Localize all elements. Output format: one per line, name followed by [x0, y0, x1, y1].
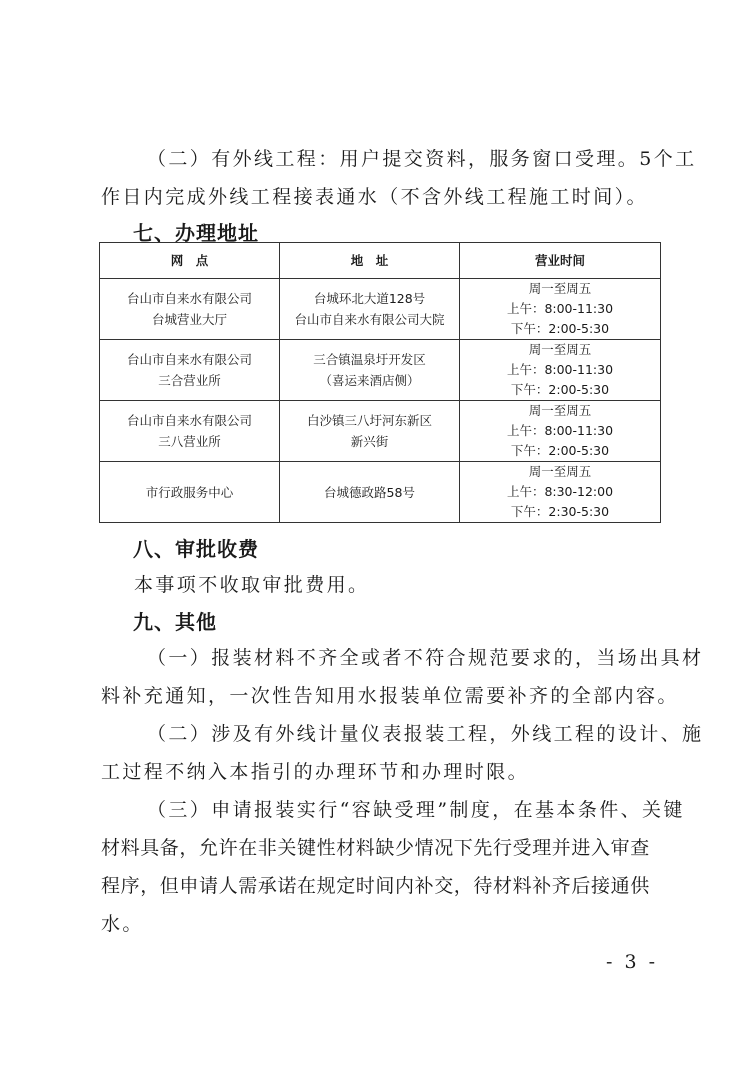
- table-row: [100, 279, 661, 340]
- address-cell: 白沙镇三八圩河东新区 新兴街: [280, 401, 460, 462]
- section9-line: （三）申请报装实行“容缺受理”制度，在基本条件、关键: [147, 799, 685, 821]
- address-cell: 台城环北大道128号 台山市自来水有限公司大院: [280, 279, 460, 340]
- hours-cell: 周一至周五 上午：8:00-11:30 下午：2:00-5:30: [460, 401, 661, 462]
- section9-heading: 九、其他: [133, 610, 217, 634]
- header-site: 网 点: [100, 243, 280, 279]
- section9-line: 料补充通知，一次性告知用水报装单位需要补齐的全部内容。: [101, 685, 679, 707]
- section6-item2-line2: 作日内完成外线工程接表通水（不含外线工程施工时间）。: [101, 186, 648, 208]
- table-row: [100, 401, 661, 462]
- address-table: [99, 242, 661, 523]
- table-header-row: [100, 243, 661, 279]
- site-cell: 台山市自来水有限公司 三合营业所: [100, 340, 280, 401]
- address-cell: 三合镇温泉圩开发区 （喜运来酒店侧）: [280, 340, 460, 401]
- header-hours: 营业时间: [460, 243, 661, 279]
- section9-line: 材料具备，允许在非关键性材料缺少情况下先行受理并进入审查: [101, 837, 650, 859]
- site-cell: 台山市自来水有限公司 三八营业所: [100, 401, 280, 462]
- section6-item2-line1: （二）有外线工程：用户提交资料，服务窗口受理。5个工: [147, 148, 697, 170]
- hours-cell: 周一至周五 上午：8:00-11:30 下午：2:00-5:30: [460, 279, 661, 340]
- section9-line: 程序，但申请人需承诺在规定时间内补交，待材料补齐后接通供: [101, 875, 650, 897]
- page-number: - 3 -: [606, 951, 659, 973]
- section9-line: （二）涉及有外线计量仪表报装工程，外线工程的设计、施: [147, 723, 704, 745]
- section9-line: （一）报装材料不齐全或者不符合规范要求的，当场出具材: [147, 647, 704, 669]
- table-row: [100, 462, 661, 523]
- hours-cell: 周一至周五 上午：8:30-12:00 下午：2:30-5:30: [460, 462, 661, 523]
- site-cell: 台山市自来水有限公司 台城营业大厅: [100, 279, 280, 340]
- section8-text: 本事项不收取审批费用。: [134, 574, 370, 596]
- header-address: 地 址: [280, 243, 460, 279]
- address-cell: 台城德政路58号: [280, 462, 460, 523]
- table-row: [100, 340, 661, 401]
- section7-heading: 七、办理地址: [133, 221, 259, 245]
- section8-heading: 八、审批收费: [133, 537, 259, 561]
- site-cell: 市行政服务中心: [100, 462, 280, 523]
- section9-line: 工过程不纳入本指引的办理环节和办理时限。: [101, 761, 530, 783]
- section9-line: 水。: [101, 913, 144, 935]
- hours-cell: 周一至周五 上午：8:00-11:30 下午：2:00-5:30: [460, 340, 661, 401]
